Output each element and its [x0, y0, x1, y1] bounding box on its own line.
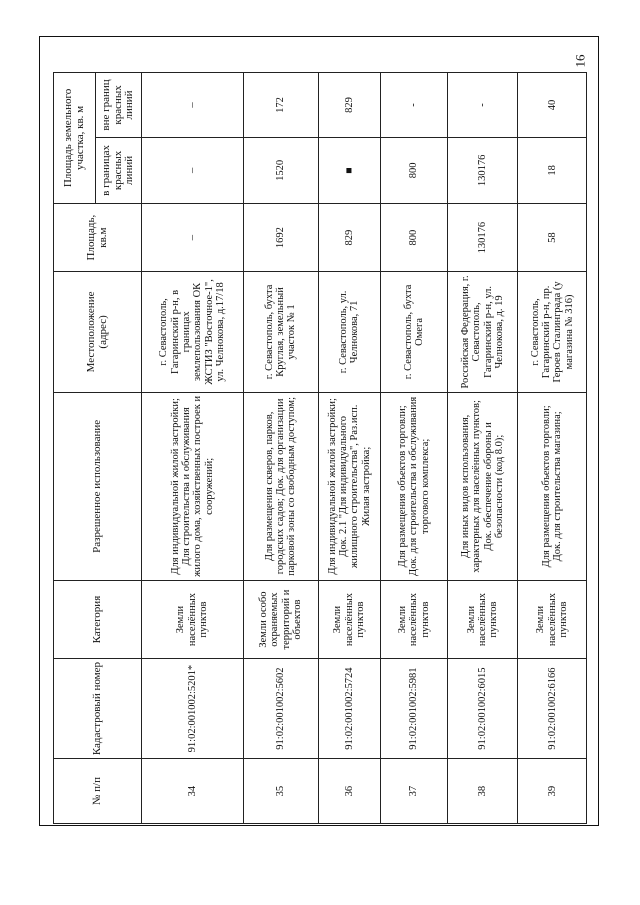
cell-location: г. Севастополь, ул. Челнокова, 71: [318, 272, 380, 392]
cell-location: г. Севастополь, бухта Круглая, земельный участок № 1: [243, 272, 318, 392]
table-row: [318, 73, 380, 824]
cell-use: Для индивидуальной жилой застройки; Док. 2.1 "Для индивидуального жилищного строительства", Раз.исп. Жилая застройка;: [318, 392, 380, 581]
cell-cadastral: 91:02:001002:6015: [447, 658, 518, 758]
cell-within: 18: [518, 137, 587, 203]
cell-within: 1520: [243, 137, 318, 203]
cell-location: г. Севастополь, Гагаринский р-н, пр. Героев Сталинграда (у магазина № 316): [518, 272, 587, 392]
cell-cadastral: 91:02:001002:5981: [381, 658, 448, 758]
header-area: Площадь, кв.м: [54, 203, 142, 271]
cell-use: Для размещения объектов торговли; Док. для строительства магазина;: [518, 392, 587, 581]
cell-num: 39: [518, 759, 587, 824]
cell-use: Для размещения скверов, парков, городских садов; Док. для организации парковой зоны со свободным доступом;: [243, 392, 318, 581]
cell-outside: 40: [518, 73, 587, 138]
land-plots-table: [53, 72, 587, 824]
cell-location: г. Севастополь, Гагаринский р-н, в границах землепользования ОК ЖСТИЗ "Восточное-1", ул. Челнокова, д.17/18: [142, 272, 244, 392]
cell-within: 800: [381, 137, 448, 203]
table-row: [142, 73, 244, 824]
header-outside: вне границ красных линий: [96, 73, 142, 138]
cell-num: 37: [381, 759, 448, 824]
cell-cadastral: 91:02:001002:5724: [318, 658, 380, 758]
cell-use: Для индивидуальной жилой застройки; Для строительства и обслуживания жилого дома, хозяйственных построек и сооружений;: [142, 392, 244, 581]
table-row: [243, 73, 318, 824]
cell-num: 36: [318, 759, 380, 824]
table-row: [518, 73, 587, 824]
cell-category: Земли населённых пунктов: [518, 581, 587, 659]
cell-outside: -: [381, 73, 448, 138]
cell-category: Земли населённых пунктов: [381, 581, 448, 659]
cell-num: 35: [243, 759, 318, 824]
cell-num: 34: [142, 759, 244, 824]
cell-use: Для размещения объектов торговли; Док. для строительства и обслуживания торгового комплекса;: [381, 392, 448, 581]
table-holder: [53, 72, 587, 824]
header-use: Разрешенное использование: [54, 392, 142, 581]
header-location: Местоположение (адрес): [54, 272, 142, 392]
header-cadastral: Кадастровый номер: [54, 658, 142, 758]
header-land-area: Площадь земельного участка, кв. м: [54, 73, 96, 204]
table-row: [447, 73, 518, 824]
page-number: 16: [572, 54, 588, 68]
cell-category: Земли населённых пунктов: [447, 581, 518, 659]
table-row: [381, 73, 448, 824]
cell-area: 130176: [447, 203, 518, 271]
header-category: Категория: [54, 581, 142, 659]
cell-location: Российская Федерация, г. Севастополь, Гагаринский р-н, ул. Челнокова, д. 19: [447, 272, 518, 392]
cell-within: –: [142, 137, 244, 203]
cell-outside: 829: [318, 73, 380, 138]
cell-area: 1692: [243, 203, 318, 271]
cell-num: 38: [447, 759, 518, 824]
cell-category: Земли населённых пунктов: [142, 581, 244, 659]
cell-cadastral: 91:02:001002:5201*: [142, 658, 244, 758]
rotated-table-wrapper: [53, 72, 587, 824]
cell-area: 58: [518, 203, 587, 271]
cell-area: 800: [381, 203, 448, 271]
cell-outside: 172: [243, 73, 318, 138]
cell-category: Земли особо охраняемых территорий и объектов: [243, 581, 318, 659]
cell-within: 130176: [447, 137, 518, 203]
cell-cadastral: 91:02:001002:6166: [518, 658, 587, 758]
cell-location: г. Севастополь, бухта Омега: [381, 272, 448, 392]
header-within: в границах красных линий: [96, 137, 142, 203]
cell-within: ■: [318, 137, 380, 203]
cell-area: 829: [318, 203, 380, 271]
cell-area: –: [142, 203, 244, 271]
header-num: № п/п: [54, 759, 142, 824]
cell-outside: –: [142, 73, 244, 138]
cell-cadastral: 91:02:001002:5602: [243, 658, 318, 758]
cell-outside: -: [447, 73, 518, 138]
cell-category: Земли населённых пунктов: [318, 581, 380, 659]
cell-use: Для иных видов использования, характерных для населённых пунктов; Док. обеспечение обороны и безопасности (код 8.0);: [447, 392, 518, 581]
